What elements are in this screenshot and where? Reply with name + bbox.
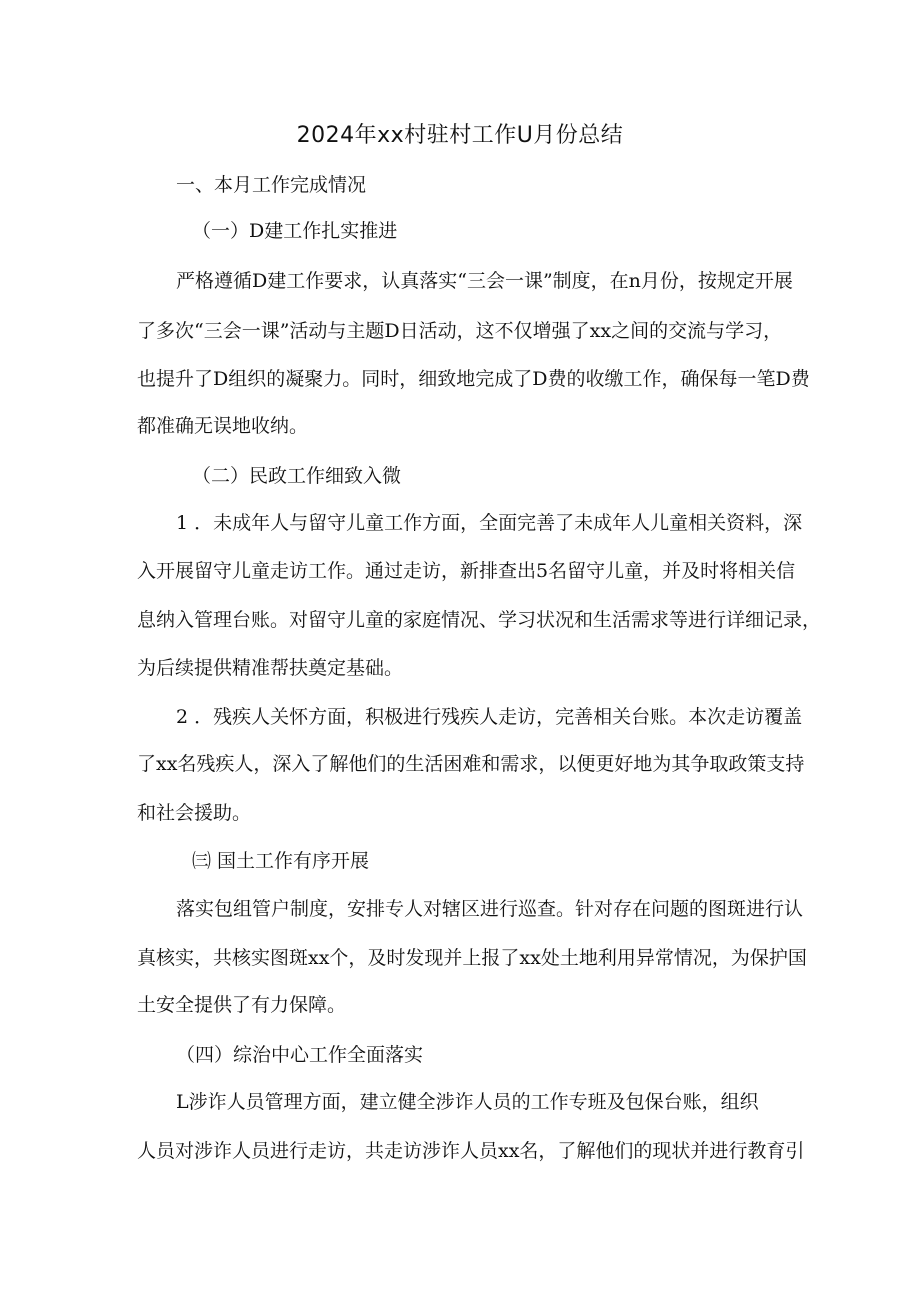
subsection-heading: （四）综治中心工作全面落实: [176, 1044, 424, 1066]
paragraph-line: 了xx名残疾人，深入了解他们的生活困难和需求，以便更好地为其争取政策支持: [137, 753, 805, 775]
paragraph-line: 1 ．未成年人与留守儿童工作方面，全面完善了未成年人儿童相关资料，深: [176, 512, 803, 534]
paragraph-line: 息纳入管理台账。对留守儿童的家庭情况、学习状况和生活需求等进行详细记录，: [137, 609, 822, 631]
paragraph-line: 严格遵循D建工作要求，认真落实“三会一课”制度，在n月份，按规定开展: [176, 270, 793, 292]
paragraph-line: L涉诈人员管理方面，建立健全涉诈人员的工作专班及包保台账，组织: [176, 1091, 759, 1113]
paragraph-line: 真核实，共核实图斑xx个，及时发现并上报了xx处土地利用异常情况，为保护国: [137, 947, 807, 969]
section-heading: 一、本月工作完成情况: [176, 174, 367, 196]
paragraph-line: 都准确无误地收纳。: [137, 415, 309, 437]
paragraph-line: 入开展留守儿童走访工作。通过走访，新排查出5名留守儿童，并及时将相关信: [137, 560, 796, 582]
paragraph-line: 和社会援助。: [137, 802, 252, 824]
paragraph-line: 人员对涉诈人员进行走访，共走访涉诈人员xx名，了解他们的现状并进行教育引: [137, 1140, 805, 1162]
paragraph-line: 土安全提供了有力保障。: [137, 994, 347, 1016]
document-title: 2024年xx村驻村工作U月份总结: [296, 123, 624, 148]
subsection-heading: ㈢ 国土工作有序开展: [192, 850, 370, 872]
paragraph-line: 落实包组管户制度，安排专人对辖区进行巡查。针对存在问题的图斑进行认: [176, 898, 804, 920]
subsection-heading: （一）D建工作扎实推进: [192, 220, 398, 242]
paragraph-line: 2 ．残疾人关怀方面，积极进行残疾人走访，完善相关台账。本次走访覆盖: [176, 706, 803, 728]
paragraph-line: 了多次“三会一课”活动与主题D日活动，这不仅增强了xx之间的交流与学习，: [137, 320, 783, 342]
subsection-heading: （二）民政工作细致入微: [192, 465, 402, 487]
paragraph-line: 也提升了D组织的凝聚力。同时，细致地完成了D费的收缴工作，确保每一笔D费: [137, 368, 810, 390]
paragraph-line: 为后续提供精准帮扶奠定基础。: [137, 657, 404, 679]
